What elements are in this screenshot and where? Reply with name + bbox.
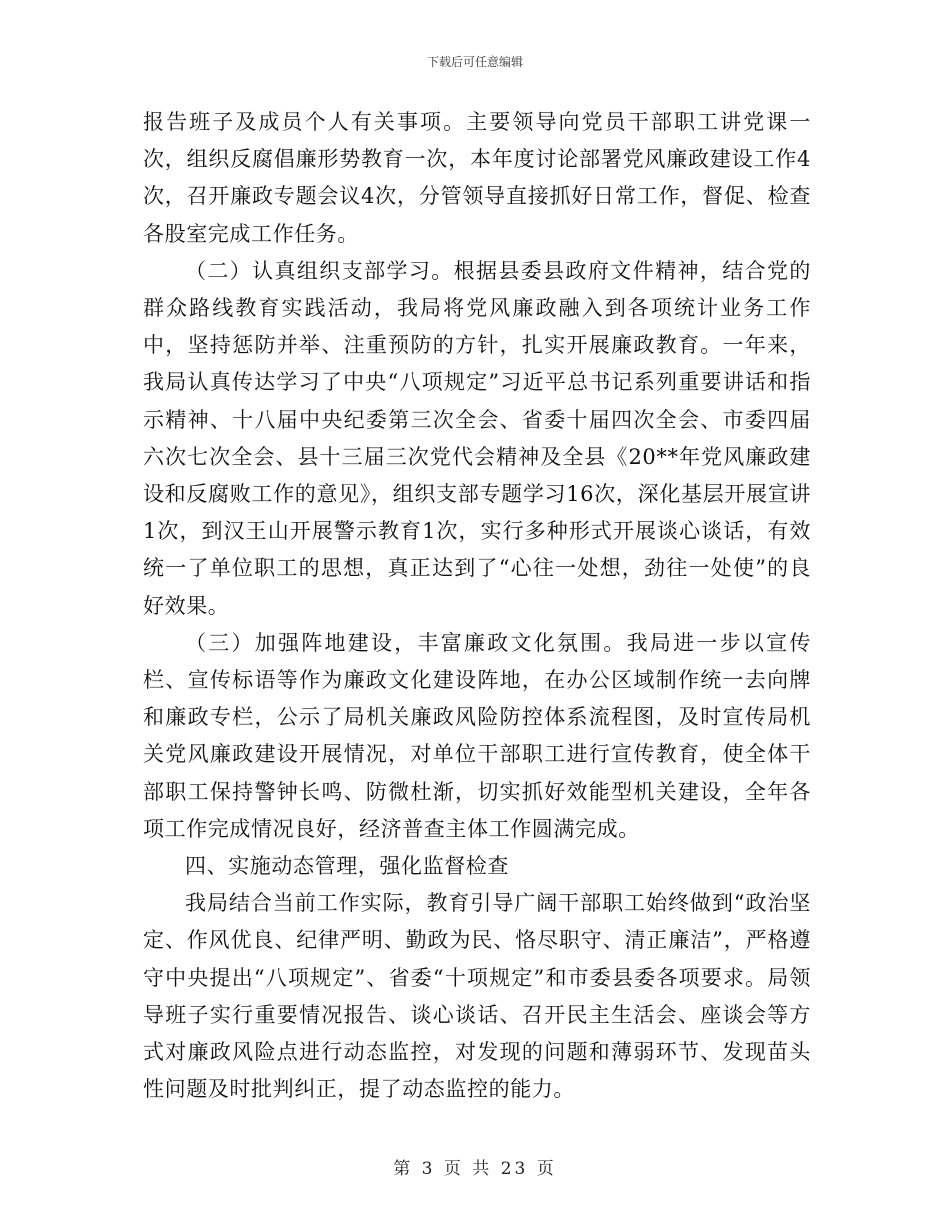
section-heading-4: 四、实施动态管理，强化监督检查 <box>185 854 509 879</box>
page-header: 下载后可任意编辑 <box>426 55 523 69</box>
paragraph-1: 报告班子及成员个人有关事项。主要领导向党员干部职工讲党课一次，组织反腐倡廉形势教育一次，本年度讨论部署党风廉政建设工作4次，召开廉政专题会议4次，分管领导直接抓好日常工作，督促、检查各股室完成工作任务。 <box>143 110 811 246</box>
page-footer: 第 3 页 共 23 页 <box>393 1159 557 1179</box>
document-body <box>143 104 811 1108</box>
paragraph-2: （二）认真组织支部学习。根据县委县政府文件精神，结合党的群众路线教育实践活动，我局将党风廉政融入到各项统计业务工作中，坚持惩防并举、注重预防的方针，扎实开展廉政教育。一年来，我局认真传达学习了中央“八项规定”习近平总书记系列重要讲话和指示精神、十八届中央纪委第三次全会、省委十届四次全会、市委四届六次七次全会、县十三届三次党代会精神及全县《20**年党风廉政建设和反腐败工作的意见》，组织支部专题学习16次，深化基层开展宣讲1次，到汉王山开展警示教育1次，实行多种形式开展谈心谈话，有效统一了单位职工的思想，真正达到了“心往一处想，劲往一处使”的良好效果。 <box>143 258 811 618</box>
paragraph-3: （三）加强阵地建设，丰富廉政文化氛围。我局进一步以宣传栏、宣传标语等作为廉政文化建设阵地，在办公区域制作统一去向牌和廉政专栏，公示了局机关廉政风险防控体系流程图，及时宣传局机关党风廉政建设开展情况，对单位干部职工进行宣传教育，使全体干部职工保持警钟长鸣、防微杜渐，切实抓好效能型机关建设，全年各项工作完成情况良好，经济普查主体工作圆满完成。 <box>143 630 811 841</box>
paragraph-5: 我局结合当前工作实际，教育引导广阔干部职工始终做到“政治坚定、作风优良、纪律严明、勤政为民、恪尽职守、清正廉洁”，严格遵守中央提出“八项规定”、省委“十项规定”和市委县委各项要求。局领导班子实行重要情况报告、谈心谈话、召开民主生活会、座谈会等方式对廉政风险点进行动态监控，对发现的问题和薄弱环节、发现苗头性问题及时批判纠正，提了动态监控的能力。 <box>143 891 811 1102</box>
